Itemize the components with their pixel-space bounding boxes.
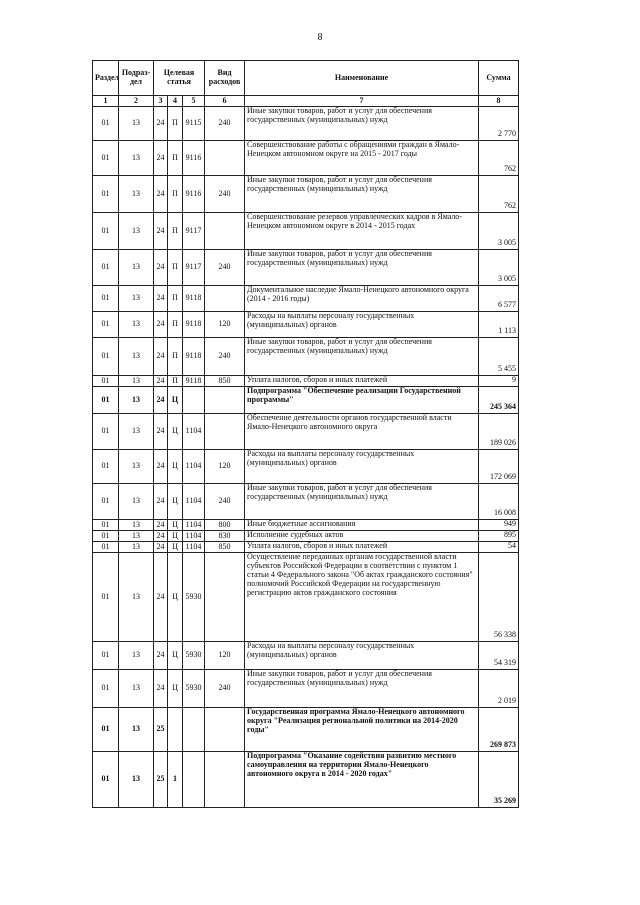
program-code-cell: 24	[154, 520, 168, 531]
page-number: 8	[317, 32, 323, 43]
section-cell: 01	[93, 450, 119, 484]
item-name-cell: Обеспечение деятельности органов государственной власти Ямало-Ненецкого автономного округа	[245, 414, 479, 450]
subprogram-code-cell: 1	[168, 752, 183, 808]
sum-cell: 895	[479, 531, 519, 542]
section-cell: 01	[93, 642, 119, 670]
col-number: 6	[205, 96, 245, 107]
sum-cell: 269 873	[479, 708, 519, 752]
expense-type-cell	[205, 708, 245, 752]
program-code-cell: 24	[154, 553, 168, 642]
section-cell: 01	[93, 520, 119, 531]
column-number-row	[93, 96, 519, 107]
sum-cell: 189 026	[479, 414, 519, 450]
program-code-cell: 24	[154, 213, 168, 250]
item-name-cell: Иные бюджетные ассигнования	[245, 520, 479, 531]
expense-type-cell: 240	[205, 338, 245, 376]
direction-code-cell: 5930	[183, 553, 205, 642]
direction-code-cell: 1104	[183, 520, 205, 531]
item-name-cell: Осуществление переданных органам государственной власти субъектов Российской Федерации в соответствии с пунктом 1 статьи 4 Федерального закона "Об актах гражданского состояния" полномочий Российской Федерации на государственную регистрацию актов гражданского состояния	[245, 553, 479, 642]
sum-cell: 245 364	[479, 387, 519, 414]
item-name-cell: Исполнение судебных актов	[245, 531, 479, 542]
budget-table	[92, 60, 519, 808]
expense-type-cell	[205, 286, 245, 312]
subprogram-code-cell: Ц	[168, 520, 183, 531]
expense-type-cell	[205, 553, 245, 642]
item-name-cell: Уплата налогов, сборов и иных платежей	[245, 376, 479, 387]
table-row	[93, 542, 519, 553]
col-number: 5	[183, 96, 205, 107]
table-row	[93, 752, 519, 808]
section-cell: 01	[93, 286, 119, 312]
item-name-cell: Иные закупки товаров, работ и услуг для обеспечения государственных (муниципальных) нужд	[245, 670, 479, 708]
section-cell: 01	[93, 708, 119, 752]
direction-code-cell: 9118	[183, 286, 205, 312]
subprogram-code-cell: Ц	[168, 542, 183, 553]
program-code-cell: 24	[154, 312, 168, 338]
subprogram-code-cell: Ц	[168, 531, 183, 542]
program-code-cell: 25	[154, 752, 168, 808]
item-name-cell: Уплата налогов, сборов и иных платежей	[245, 542, 479, 553]
sum-cell: 949	[479, 520, 519, 531]
col-number: 1	[93, 96, 119, 107]
table-row	[93, 338, 519, 376]
direction-code-cell: 9118	[183, 338, 205, 376]
table-row	[93, 250, 519, 286]
section-cell: 01	[93, 670, 119, 708]
direction-code-cell	[183, 708, 205, 752]
item-name-cell: Государственная программа Ямало-Ненецкого автономного округа "Реализация региональной политики на 2014-2020 годы"	[245, 708, 479, 752]
section-cell: 01	[93, 414, 119, 450]
sum-cell: 172 069	[479, 450, 519, 484]
expense-type-cell: 120	[205, 450, 245, 484]
header-section: Раздел	[93, 61, 119, 96]
table-row	[93, 176, 519, 213]
table-row	[93, 531, 519, 542]
subprogram-code-cell: Ц	[168, 414, 183, 450]
subsection-cell: 13	[119, 642, 154, 670]
subsection-cell: 13	[119, 531, 154, 542]
header-sum: Сумма	[479, 61, 519, 96]
table-row	[93, 286, 519, 312]
table-row	[93, 107, 519, 141]
subprogram-code-cell: П	[168, 141, 183, 176]
table-row	[93, 642, 519, 670]
subsection-cell: 13	[119, 484, 154, 520]
subprogram-code-cell: Ц	[168, 553, 183, 642]
section-cell: 01	[93, 752, 119, 808]
subprogram-code-cell: П	[168, 107, 183, 141]
expense-type-cell: 830	[205, 531, 245, 542]
subsection-cell: 13	[119, 286, 154, 312]
sum-cell: 762	[479, 141, 519, 176]
direction-code-cell	[183, 387, 205, 414]
item-name-cell: Совершенствование резервов управленческих кадров в Ямало-Ненецком автономном округе в 2014 - 2015 годах	[245, 213, 479, 250]
subsection-cell: 13	[119, 141, 154, 176]
direction-code-cell: 1104	[183, 450, 205, 484]
item-name-cell: Иные закупки товаров, работ и услуг для обеспечения государственных (муниципальных) нужд	[245, 484, 479, 520]
subprogram-code-cell: Ц	[168, 450, 183, 484]
header-expense-type: Вид расходов	[205, 61, 245, 96]
sum-cell: 3 005	[479, 250, 519, 286]
col-number: 3	[154, 96, 168, 107]
subsection-cell: 13	[119, 520, 154, 531]
sum-cell: 2 770	[479, 107, 519, 141]
program-code-cell: 24	[154, 250, 168, 286]
sum-cell: 35 269	[479, 752, 519, 808]
subsection-cell: 13	[119, 312, 154, 338]
subprogram-code-cell: П	[168, 312, 183, 338]
subsection-cell: 13	[119, 376, 154, 387]
section-cell: 01	[93, 338, 119, 376]
subprogram-code-cell: П	[168, 286, 183, 312]
subsection-cell: 13	[119, 752, 154, 808]
section-cell: 01	[93, 250, 119, 286]
col-number: 2	[119, 96, 154, 107]
subsection-cell: 13	[119, 250, 154, 286]
table-row	[93, 708, 519, 752]
program-code-cell: 24	[154, 286, 168, 312]
table-row	[93, 312, 519, 338]
program-code-cell: 24	[154, 338, 168, 376]
table-row	[93, 520, 519, 531]
direction-code-cell: 9115	[183, 107, 205, 141]
section-cell: 01	[93, 107, 119, 141]
subsection-cell: 13	[119, 670, 154, 708]
direction-code-cell	[183, 752, 205, 808]
direction-code-cell: 1104	[183, 531, 205, 542]
table-row	[93, 450, 519, 484]
subprogram-code-cell	[168, 708, 183, 752]
sum-cell: 54	[479, 542, 519, 553]
expense-type-cell	[205, 141, 245, 176]
direction-code-cell: 9118	[183, 312, 205, 338]
col-number: 7	[245, 96, 479, 107]
direction-code-cell: 1104	[183, 484, 205, 520]
table-body	[93, 107, 519, 808]
section-cell: 01	[93, 553, 119, 642]
sum-cell: 16 008	[479, 484, 519, 520]
expense-type-cell	[205, 387, 245, 414]
program-code-cell: 24	[154, 376, 168, 387]
expense-type-cell	[205, 414, 245, 450]
section-cell: 01	[93, 376, 119, 387]
subsection-cell: 13	[119, 708, 154, 752]
item-name-cell: Иные закупки товаров, работ и услуг для обеспечения государственных (муниципальных) нужд	[245, 176, 479, 213]
expense-type-cell: 240	[205, 484, 245, 520]
expense-type-cell: 240	[205, 107, 245, 141]
subsection-cell: 13	[119, 107, 154, 141]
section-cell: 01	[93, 484, 119, 520]
table-row	[93, 376, 519, 387]
program-code-cell: 24	[154, 531, 168, 542]
sum-cell: 6 577	[479, 286, 519, 312]
subprogram-code-cell: Ц	[168, 484, 183, 520]
table-row	[93, 213, 519, 250]
program-code-cell: 24	[154, 414, 168, 450]
program-code-cell: 24	[154, 670, 168, 708]
header-subsection: Подраз-дел	[119, 61, 154, 96]
program-code-cell: 24	[154, 107, 168, 141]
item-name-cell: Подпрограмма "Оказание содействия развитию местного самоуправления на территории Ямало-Ненецкого автономного округа в 2014 - 2020 годах"	[245, 752, 479, 808]
section-cell: 01	[93, 531, 119, 542]
subprogram-code-cell: Ц	[168, 387, 183, 414]
sum-cell: 5 455	[479, 338, 519, 376]
subprogram-code-cell: Ц	[168, 642, 183, 670]
program-code-cell: 24	[154, 484, 168, 520]
table-row	[93, 414, 519, 450]
item-name-cell: Иные закупки товаров, работ и услуг для обеспечения государственных (муниципальных) нужд	[245, 250, 479, 286]
header-target-article: Целевая статья	[154, 61, 205, 96]
subprogram-code-cell: Ц	[168, 670, 183, 708]
header-row	[93, 61, 519, 96]
subsection-cell: 13	[119, 450, 154, 484]
subsection-cell: 13	[119, 542, 154, 553]
sum-cell: 9	[479, 376, 519, 387]
expense-type-cell: 240	[205, 176, 245, 213]
direction-code-cell: 9116	[183, 141, 205, 176]
item-name-cell: Расходы на выплаты персоналу государственных (муниципальных) органов	[245, 312, 479, 338]
section-cell: 01	[93, 542, 119, 553]
expense-type-cell: 240	[205, 250, 245, 286]
program-code-cell: 24	[154, 176, 168, 213]
table-row	[93, 387, 519, 414]
program-code-cell: 24	[154, 542, 168, 553]
direction-code-cell: 9117	[183, 213, 205, 250]
subprogram-code-cell: П	[168, 376, 183, 387]
header-name: Наименование	[245, 61, 479, 96]
expense-type-cell: 850	[205, 542, 245, 553]
expense-type-cell	[205, 213, 245, 250]
direction-code-cell: 1104	[183, 414, 205, 450]
subsection-cell: 13	[119, 414, 154, 450]
direction-code-cell: 9117	[183, 250, 205, 286]
subsection-cell: 13	[119, 338, 154, 376]
subsection-cell: 13	[119, 213, 154, 250]
expense-type-cell	[205, 752, 245, 808]
col-number: 4	[168, 96, 183, 107]
sum-cell: 762	[479, 176, 519, 213]
sum-cell: 3 005	[479, 213, 519, 250]
expense-type-cell: 240	[205, 670, 245, 708]
subsection-cell: 13	[119, 176, 154, 213]
expense-type-cell: 120	[205, 312, 245, 338]
program-code-cell: 24	[154, 387, 168, 414]
item-name-cell: Подпрограмма "Обеспечение реализации Государственной программы"	[245, 387, 479, 414]
table-row	[93, 553, 519, 642]
expense-type-cell: 850	[205, 376, 245, 387]
sum-cell: 2 019	[479, 670, 519, 708]
table-row	[93, 141, 519, 176]
subprogram-code-cell: П	[168, 176, 183, 213]
subprogram-code-cell: П	[168, 338, 183, 376]
sum-cell: 1 113	[479, 312, 519, 338]
section-cell: 01	[93, 213, 119, 250]
item-name-cell: Иные закупки товаров, работ и услуг для обеспечения государственных (муниципальных) нужд	[245, 107, 479, 141]
expense-type-cell: 120	[205, 642, 245, 670]
item-name-cell: Иные закупки товаров, работ и услуг для обеспечения государственных (муниципальных) нужд	[245, 338, 479, 376]
table-row	[93, 484, 519, 520]
direction-code-cell: 9116	[183, 176, 205, 213]
item-name-cell: Документальное наследие Ямало-Ненецкого автономного округа (2014 - 2016 годы)	[245, 286, 479, 312]
subprogram-code-cell: П	[168, 250, 183, 286]
program-code-cell: 24	[154, 642, 168, 670]
direction-code-cell: 5930	[183, 670, 205, 708]
direction-code-cell: 9118	[183, 376, 205, 387]
direction-code-cell: 5930	[183, 642, 205, 670]
direction-code-cell: 1104	[183, 542, 205, 553]
sum-cell: 54 319	[479, 642, 519, 670]
section-cell: 01	[93, 176, 119, 213]
program-code-cell: 24	[154, 450, 168, 484]
item-name-cell: Расходы на выплаты персоналу государственных (муниципальных) органов	[245, 450, 479, 484]
program-code-cell: 25	[154, 708, 168, 752]
program-code-cell: 24	[154, 141, 168, 176]
subsection-cell: 13	[119, 387, 154, 414]
subprogram-code-cell: П	[168, 213, 183, 250]
sum-cell: 56 338	[479, 553, 519, 642]
item-name-cell: Совершенствование работы с обращениями граждан в Ямало-Ненецком автономном округе на 2015 - 2017 годы	[245, 141, 479, 176]
col-number: 8	[479, 96, 519, 107]
section-cell: 01	[93, 387, 119, 414]
expense-type-cell: 800	[205, 520, 245, 531]
item-name-cell: Расходы на выплаты персоналу государственных (муниципальных) органов	[245, 642, 479, 670]
section-cell: 01	[93, 312, 119, 338]
section-cell: 01	[93, 141, 119, 176]
subsection-cell: 13	[119, 553, 154, 642]
table-row	[93, 670, 519, 708]
